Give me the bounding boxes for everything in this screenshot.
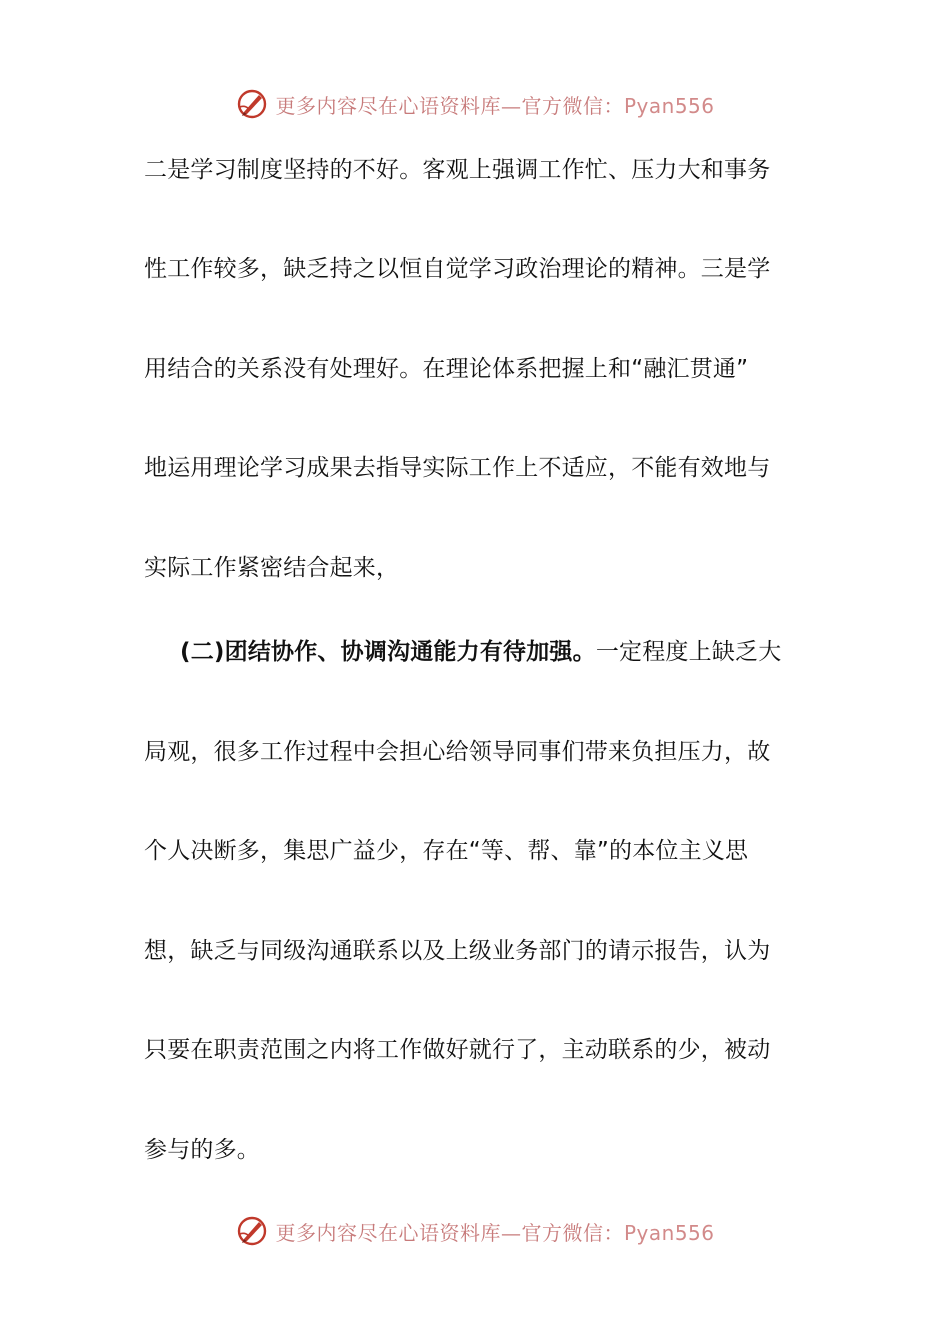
paragraph-line: 局观，很多工作过程中会担心给领导同事们带来负担压力，故 bbox=[144, 739, 771, 765]
paragraph-line: 二是学习制度坚持的不好。客观上强调工作忙、压力大和事务 bbox=[144, 157, 771, 183]
paragraph-line: 性工作较多，缺乏持之以恒自觉学习政治理论的精神。三是学 bbox=[144, 256, 771, 282]
watermark-handle: Pyan556 bbox=[623, 1220, 715, 1245]
header-watermark bbox=[0, 84, 950, 124]
section-heading: (二)团结协作、协调沟通能力有待加强。 bbox=[180, 639, 596, 665]
paragraph-line: 实际工作紧密结合起来， bbox=[144, 555, 400, 581]
paragraph-line: 地运用理论学习成果去指导实际工作上不适应，不能有效地与 bbox=[144, 455, 771, 481]
pen-logo-icon bbox=[235, 1214, 269, 1248]
watermark-text bbox=[275, 90, 714, 119]
paragraph-line: 用结合的关系没有处理好。在理论体系把握上和“融汇贯通” bbox=[144, 356, 749, 382]
watermark-prefix: 更多内容尽在心语资料库—官方微信： bbox=[275, 1220, 624, 1245]
paragraph-line: 个人决断多，集思广益少，存在“等、帮、靠”的本位主义思 bbox=[144, 838, 749, 864]
footer-watermark bbox=[0, 1211, 950, 1251]
pen-logo-icon bbox=[235, 87, 269, 121]
watermark-text bbox=[275, 1217, 714, 1246]
paragraph-line: 参与的多。 bbox=[144, 1137, 260, 1163]
section-first-line bbox=[180, 634, 781, 670]
watermark-prefix: 更多内容尽在心语资料库—官方微信： bbox=[275, 93, 624, 118]
section-first-line-rest: 一定程度上缺乏大 bbox=[595, 639, 782, 665]
watermark-handle: Pyan556 bbox=[623, 93, 715, 118]
paragraph-line: 想，缺乏与同级沟通联系以及上级业务部门的请示报告，认为 bbox=[144, 938, 771, 964]
paragraph-line: 只要在职责范围之内将工作做好就行了，主动联系的少，被动 bbox=[144, 1037, 771, 1063]
